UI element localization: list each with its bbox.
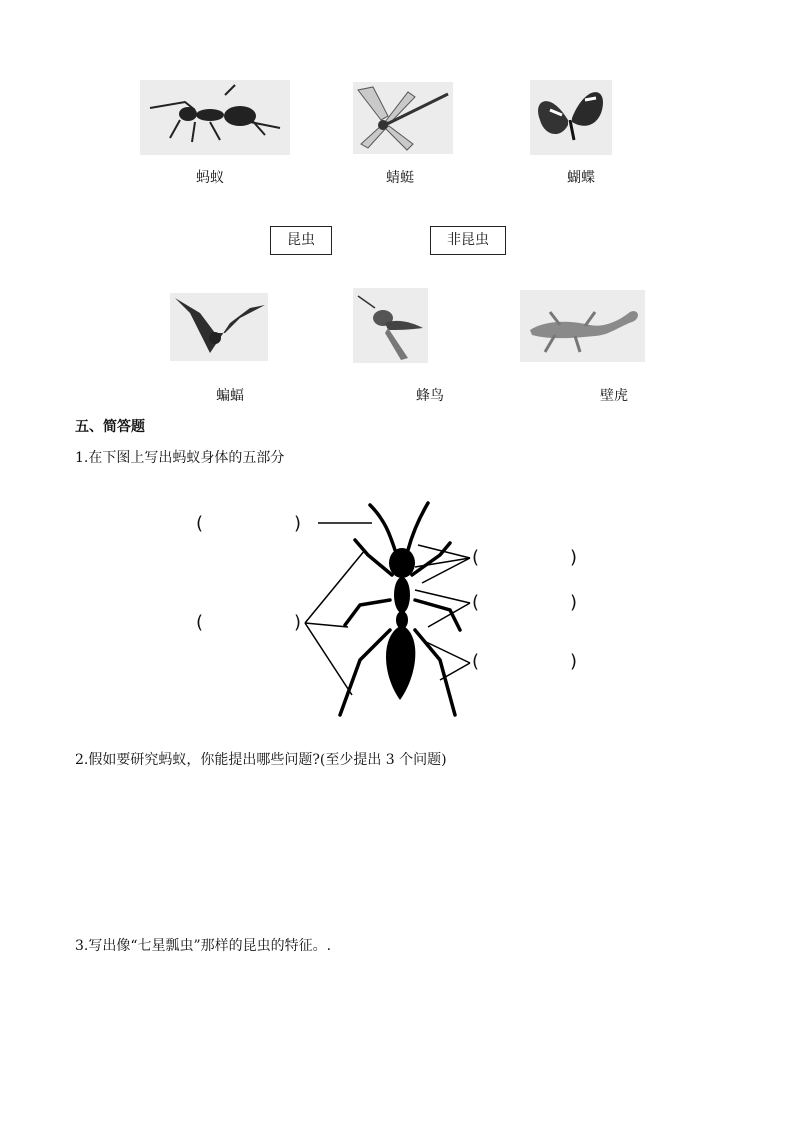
- blank-right-3-close: ): [570, 651, 578, 672]
- butterfly-photo: [530, 80, 612, 155]
- blank-right-2-open: (: [472, 592, 480, 613]
- caption-hummingbird: 蜂鸟: [416, 388, 444, 404]
- blank-left-mid-close: ): [294, 612, 302, 633]
- dragonfly-photo: [353, 82, 453, 154]
- ant-photo: [140, 80, 290, 155]
- caption-dragonfly: 蜻蜓: [386, 170, 414, 186]
- hummingbird-photo: [353, 288, 428, 363]
- question-1: 1.在下图上写出蚂蚁身体的五部分: [75, 450, 285, 466]
- blank-right-1-open: (: [472, 547, 480, 568]
- caption-gecko: 壁虎: [600, 388, 628, 404]
- section-title: 五、简答题: [75, 419, 145, 435]
- caption-butterfly: 蝴蝶: [567, 170, 595, 186]
- caption-ant: 蚂蚁: [196, 170, 224, 186]
- non-insect-box: 非昆虫: [430, 226, 506, 255]
- blank-right-2-close: ): [570, 592, 578, 613]
- caption-bat: 蝙蝠: [216, 388, 244, 404]
- blank-right-1-close: ): [570, 547, 578, 568]
- question-3: 3.写出像“七星瓢虫”那样的昆虫的特征。.: [75, 938, 332, 954]
- question-2: 2.假如要研究蚂蚁，你能提出哪些问题?(至少提出 3 个问题): [75, 752, 447, 768]
- insect-box: 昆虫: [270, 226, 332, 255]
- blank-left-top-open: (: [196, 513, 204, 534]
- ant-diagram: [300, 495, 480, 725]
- gecko-photo: [520, 290, 645, 362]
- blank-right-3-open: (: [472, 651, 480, 672]
- bat-photo: [170, 293, 268, 361]
- blank-left-top-close: ): [294, 513, 302, 534]
- blank-left-mid-open: (: [196, 612, 204, 633]
